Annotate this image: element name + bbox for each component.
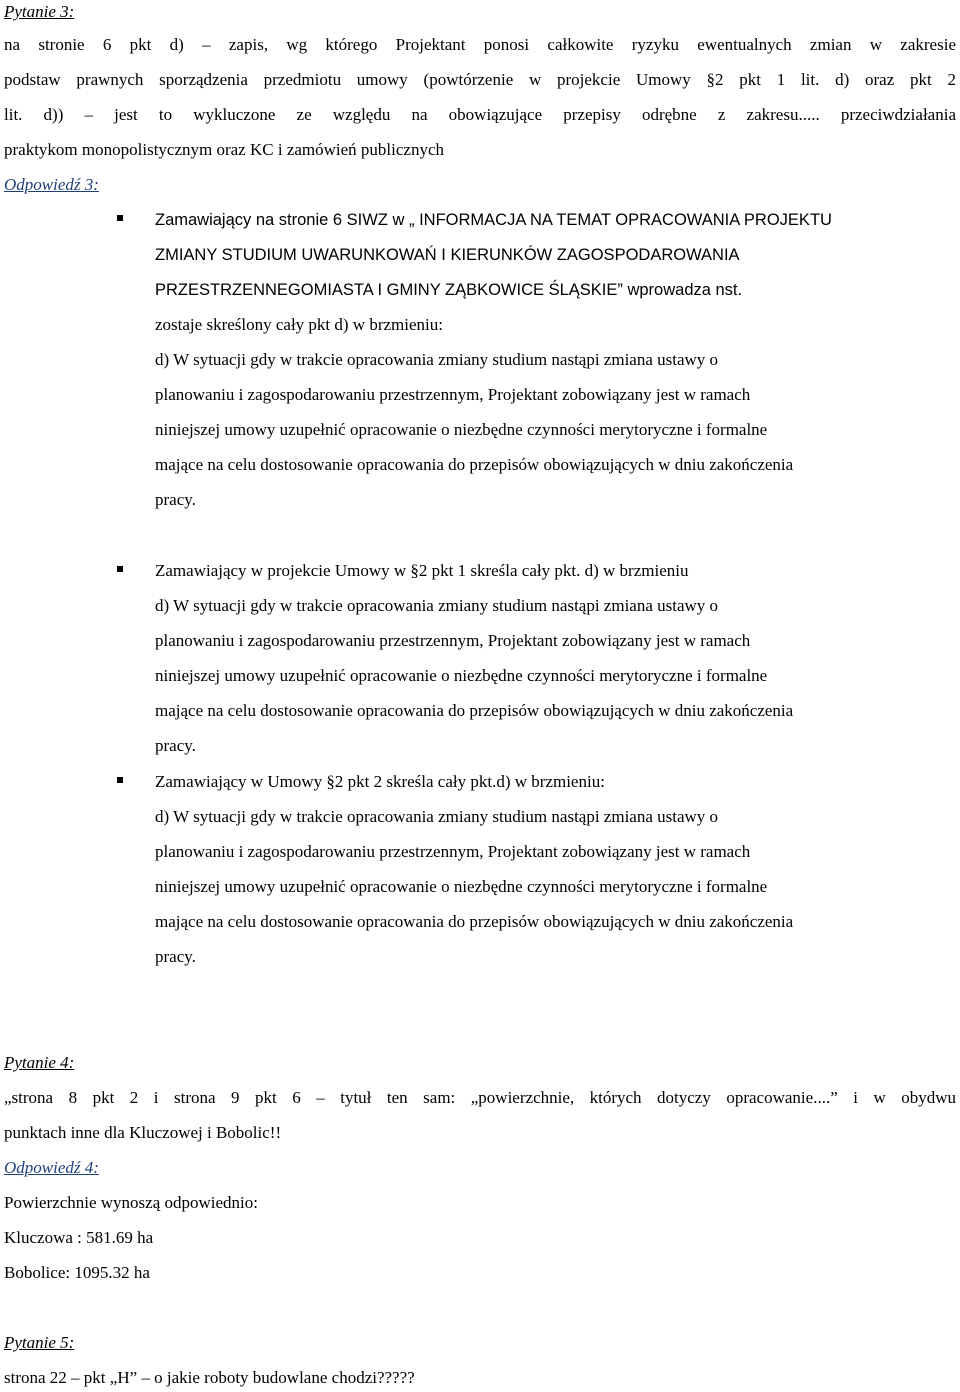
- answer-3-item-1-line-1: Zamawiający na stronie 6 SIWZ w „ INFORMACJA NA TEMAT OPRACOWANIA PROJEKTU: [155, 211, 832, 229]
- answer-3-item-2-lead: Zamawiający w projekcie Umowy w §2 pkt 1 skreśla cały pkt. d) w brzmieniu: [155, 561, 689, 580]
- answer-4-line-3: Bobolice: 1095.32 ha: [4, 1263, 150, 1282]
- question-4-heading: Pytanie 4:: [4, 1053, 75, 1072]
- answer-3-item-2-quote-1: d) W sytuacji gdy w trakcie opracowania zmiany studium nastąpi zmiana ustawy o: [155, 596, 719, 615]
- question-3-heading: Pytanie 3:: [4, 2, 75, 21]
- question-5-line: strona 22 – pkt „H” – o jakie roboty budowlane chodzi?????: [4, 1368, 415, 1387]
- question-3-line-1: na stronie 6 pkt d) – zapis, wg którego Projektant ponosi całkowite ryzyku ewentualnych zmian w zakresie: [4, 35, 956, 54]
- answer-3-item-1-quote-4: mające na celu dostosowanie opracowania do przepisów obowiązujących w dniu zakończenia: [155, 455, 794, 474]
- question-3-line-4: praktykom monopolistycznym oraz KC i zamówień publicznych: [4, 140, 445, 159]
- bullet-icon: [117, 777, 123, 783]
- answer-3-item-3-lead: Zamawiający w Umowy §2 pkt 2 skreśla cały pkt.d) w brzmieniu:: [155, 772, 605, 791]
- question-5-heading: Pytanie 5:: [4, 1333, 75, 1352]
- answer-4-line-1: Powierzchnie wynoszą odpowiednio:: [4, 1193, 258, 1212]
- question-3-line-3: lit. d)) – jest to wykluczone ze względu na obowiązujące przepisy odrębne z zakresu..... przeciwdziałania: [4, 105, 956, 124]
- answer-3-heading: Odpowiedź 3:: [4, 175, 99, 194]
- question-3-line-2: podstaw prawnych sporządzenia przedmiotu umowy (powtórzenie w projekcie Umowy §2 pkt 1 lit. d) oraz pkt 2: [4, 70, 956, 89]
- answer-3-item-1-line-2: ZMIANY STUDIUM UWARUNKOWAŃ I KIERUNKÓW ZAGOSPODAROWANIA: [155, 246, 740, 264]
- answer-3-item-2-quote-4: mające na celu dostosowanie opracowania do przepisów obowiązujących w dniu zakończenia: [155, 701, 794, 720]
- answer-3-item-2-quote-3: niniejszej umowy uzupełnić opracowanie o niezbędne czynności merytoryczne i formalne: [155, 666, 768, 685]
- answer-3-item-3-quote-5: pracy.: [155, 947, 196, 966]
- answer-3-item-3-quote-4: mające na celu dostosowanie opracowania do przepisów obowiązujących w dniu zakończenia: [155, 912, 794, 931]
- bullet-icon: [117, 215, 123, 221]
- answer-4-heading: Odpowiedź 4:: [4, 1158, 99, 1177]
- answer-3-item-1-line-4: zostaje skreślony cały pkt d) w brzmieniu:: [155, 315, 443, 334]
- answer-3-item-1-quote-3: niniejszej umowy uzupełnić opracowanie o niezbędne czynności merytoryczne i formalne: [155, 420, 768, 439]
- answer-3-item-3-quote-3: niniejszej umowy uzupełnić opracowanie o niezbędne czynności merytoryczne i formalne: [155, 877, 768, 896]
- answer-3-item-3-quote-2: planowaniu i zagospodarowaniu przestrzennym, Projektant zobowiązany jest w ramach: [155, 842, 751, 861]
- answer-3-item-1-line-3: PRZESTRZENNEGOMIASTA I GMINY ZĄBKOWICE ŚLĄSKIE” wprowadza nst.: [155, 281, 743, 299]
- question-4-line-1: „strona 8 pkt 2 i strona 9 pkt 6 – tytuł ten sam: „powierzchnie, których dotyczy opracowanie....” i w obydwu: [4, 1088, 956, 1107]
- bullet-icon: [117, 566, 123, 572]
- answer-3-item-3-quote-1: d) W sytuacji gdy w trakcie opracowania zmiany studium nastąpi zmiana ustawy o: [155, 807, 719, 826]
- answer-3-item-2-quote-5: pracy.: [155, 736, 196, 755]
- answer-3-item-1-quote-5: pracy.: [155, 490, 196, 509]
- question-4-line-2: punktach inne dla Kluczowej i Bobolic!!: [4, 1123, 282, 1142]
- answer-3-item-1-quote-2: planowaniu i zagospodarowaniu przestrzennym, Projektant zobowiązany jest w ramach: [155, 385, 751, 404]
- answer-3-item-2-quote-2: planowaniu i zagospodarowaniu przestrzennym, Projektant zobowiązany jest w ramach: [155, 631, 751, 650]
- answer-4-line-2: Kluczowa : 581.69 ha: [4, 1228, 154, 1247]
- answer-3-item-1-quote-1: d) W sytuacji gdy w trakcie opracowania zmiany studium nastąpi zmiana ustawy o: [155, 350, 719, 369]
